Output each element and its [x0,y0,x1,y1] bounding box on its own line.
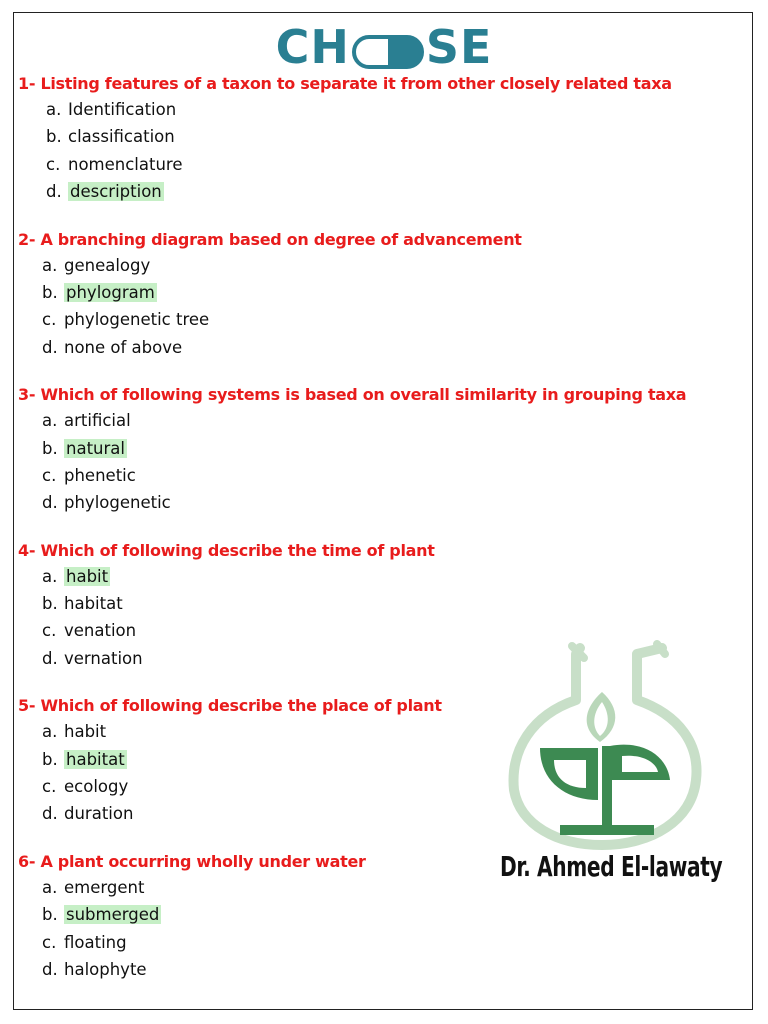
answer-option [18,956,748,983]
option-letter: b. [46,127,62,147]
question-spacer [18,517,748,539]
option-text: emergent [64,877,145,897]
correct-answer-text: submerged [66,905,160,925]
option-letter: a. [42,255,58,275]
question-text: 1- Listing features of a taxon to separate it from other closely related taxa [18,74,672,93]
option-letter: d. [42,493,58,513]
option-text: ecology [64,777,129,797]
correct-answer-text: natural [66,438,125,458]
answer-option [18,489,748,516]
option-text: Identification [68,100,177,119]
option-letter: b. [42,282,58,302]
option-letter: d. [42,648,58,668]
option-letter: c. [46,154,61,174]
question-spacer [18,361,748,383]
correct-answer-text: habit [66,566,109,586]
answer-option [18,306,748,333]
option-letter: c. [42,777,57,797]
option-text: phenetic [64,465,136,485]
question-block [18,228,748,362]
answer-option [18,96,748,123]
option-letter: a. [42,877,58,897]
answer-option [18,929,748,956]
answer-option [18,590,748,617]
option-text: phylogenetic tree [64,310,210,330]
question-block [18,72,748,206]
option-text: nomenclature [68,154,183,174]
logo-text-right: SE [425,20,493,74]
answer-option [18,178,748,205]
answer-option [18,123,748,150]
option-text: phylogenetic [64,493,171,513]
answer-option [18,462,748,489]
option-text: none of above [64,337,183,357]
correct-answer-text: description [70,182,162,202]
choose-logo [0,22,768,72]
option-text: habitat [64,594,123,614]
answer-option [18,334,748,361]
logo-text-left: CH [275,20,350,74]
answer-option [18,279,748,306]
answer-option [18,151,748,178]
answer-option [18,252,748,279]
option-letter: c. [42,465,57,485]
option-text: artificial [64,411,131,431]
option-letter: b. [42,749,58,769]
question-text: 4- Which of following describe the time of plant [18,540,435,560]
answer-option [18,901,748,928]
option-text: genealogy [64,255,151,275]
option-letter: a. [42,566,58,586]
option-letter: c. [42,932,57,952]
question-spacer [18,206,748,228]
option-letter: b. [42,905,58,925]
option-text: habit [64,722,107,742]
option-text: floating [64,932,127,952]
option-letter: d. [42,959,58,979]
pill-icon [352,30,424,64]
answer-option [18,435,748,462]
option-text: vernation [64,648,143,668]
option-letter: d. [46,182,62,202]
correct-answer-text: habitat [66,749,125,769]
option-letter: b. [42,438,58,458]
option-text: classification [68,127,175,147]
option-letter: c. [42,621,57,641]
option-letter: b. [42,594,58,614]
question-text: 2- A branching diagram based on degree of advancement [18,229,522,249]
question-text: 5- Which of following describe the place of plant [18,696,442,716]
answer-option [18,407,748,434]
option-letter: a. [42,411,58,431]
option-text: venation [64,621,137,641]
author-signature: Dr. Ahmed El-lawaty [500,850,723,883]
option-letter: c. [42,310,57,330]
option-text: duration [64,804,134,824]
option-text: halophyte [64,959,147,979]
option-letter: d. [42,337,58,357]
flask-leaf-emblem-icon [502,640,707,850]
option-letter: d. [42,804,58,824]
question-text: 6- A plant occurring wholly under water [18,851,366,871]
question-text: 3- Which of following systems is based on overall similarity in grouping taxa [18,385,687,405]
answer-option [18,563,748,590]
correct-answer-text: phylogram [66,282,155,302]
option-letter: a. [42,722,58,742]
option-letter: a. [46,100,62,119]
question-block [18,383,748,517]
